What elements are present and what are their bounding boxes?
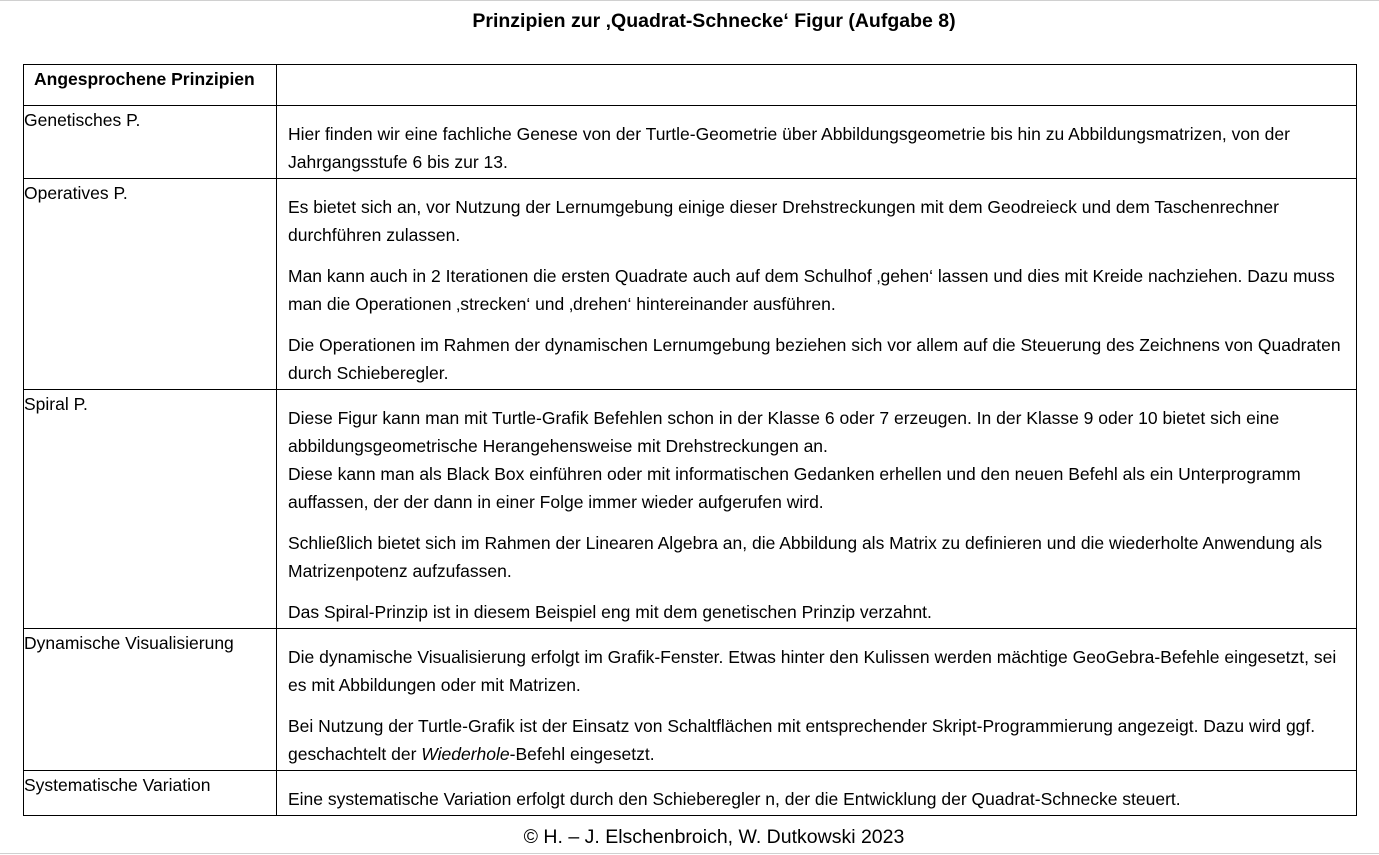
table-row-genetisch <box>24 106 1357 179</box>
row-label: Operatives P. <box>24 183 128 203</box>
paragraph: Diese Figur kann man mit Turtle-Grafik Befehlen schon in der Klasse 6 oder 7 erzeugen. In der Klasse 9 oder 10 bietet sich eine abbildungsgeometrische Herangehensweise mit Drehstreckungen an. <box>288 408 1280 456</box>
row-content-cell <box>277 179 1357 390</box>
paragraph: Eine systematische Variation erfolgt durch den Schieberegler n, der die Entwicklung der Quadrat-Schnecke steuert. <box>288 789 1181 809</box>
row-content-cell <box>277 629 1357 771</box>
paragraph: Schließlich bietet sich im Rahmen der Linearen Algebra an, die Abbildung als Matrix zu definieren und die wiederholte Anwendung als Matrizenpotenz aufzufassen. <box>288 533 1323 581</box>
row-label: Genetisches P. <box>24 110 141 130</box>
principles-table <box>23 64 1357 816</box>
row-label: Spiral P. <box>24 394 88 414</box>
top-border-line <box>0 0 1379 1</box>
row-label-cell <box>24 106 277 179</box>
row-label-cell <box>24 179 277 390</box>
row-label-cell <box>24 771 277 816</box>
text-run: -Befehl eingesetzt. <box>509 744 655 764</box>
italic-term: Wiederhole <box>421 744 510 764</box>
table-row-spiral <box>24 390 1357 629</box>
bottom-border-line <box>0 853 1379 854</box>
row-label: Dynamische Visualisierung <box>24 633 234 653</box>
row-label: Systematische Variation <box>24 775 211 795</box>
row-content-cell <box>277 771 1357 816</box>
table-row-operativ <box>24 179 1357 390</box>
paragraph: Diese kann man als Black Box einführen oder mit informatischen Gedanken erhellen und den neuen Befehl als ein Unterprogramm auffassen, der der dann in einer Folge immer wieder aufgerufen wird. <box>288 464 1301 512</box>
paragraph: Die dynamische Visualisierung erfolgt im Grafik-Fenster. Etwas hinter den Kulissen werden mächtige GeoGebra-Befehle eingesetzt, sei es mit Abbildungen oder mit Matrizen. <box>288 647 1337 695</box>
row-label-cell <box>24 629 277 771</box>
row-content-cell <box>277 106 1357 179</box>
paragraph: Hier finden wir eine fachliche Genese von der Turtle-Geometrie über Abbildungsgeometrie bis hin zu Abbildungsmatrizen, von der Jahrgangsstufe 6 bis zur 13. <box>288 124 1290 172</box>
table-header-row <box>24 65 1357 106</box>
text-run: Bei Nutzung der Turtle-Grafik ist der Einsatz von Schaltflächen mit entsprechender Skript-Programmierung angezeigt. Dazu wird ggf. geschachtelt der <box>288 716 1316 764</box>
header-cell-empty <box>277 65 1357 106</box>
header-cell-principles <box>24 65 277 106</box>
row-content-cell <box>277 390 1357 629</box>
paragraph: Man kann auch in 2 Iterationen die ersten Quadrate auch auf dem Schulhof ‚gehen‘ lassen und dies mit Kreide nachziehen. Dazu muss man die Operationen ‚strecken‘ und ‚drehen‘ hintereinander ausführen. <box>288 266 1335 314</box>
header-label: Angesprochene Prinzipien <box>34 69 255 89</box>
row-label-cell <box>24 390 277 629</box>
paragraph-mixed <box>277 712 1356 768</box>
table-row-variation <box>24 771 1357 816</box>
paragraph: Das Spiral-Prinzip ist in diesem Beispiel eng mit dem genetischen Prinzip verzahnt. <box>288 602 932 622</box>
table-row-dynamisch <box>24 629 1357 771</box>
paragraph: Es bietet sich an, vor Nutzung der Lernumgebung einige dieser Drehstreckungen mit dem Geodreieck und dem Taschenrechner durchführen zulassen. <box>288 197 1279 245</box>
paragraph: Die Operationen im Rahmen der dynamischen Lernumgebung beziehen sich vor allem auf die Steuerung des Zeichnens von Quadraten durch Schieberegler. <box>288 335 1341 383</box>
page-title: Prinzipien zur ‚Quadrat-Schnecke‘ Figur (Aufgabe 8) <box>472 10 956 32</box>
copyright-footer: © H. – J. Elschenbroich, W. Dutkowski 2023 <box>523 826 905 848</box>
